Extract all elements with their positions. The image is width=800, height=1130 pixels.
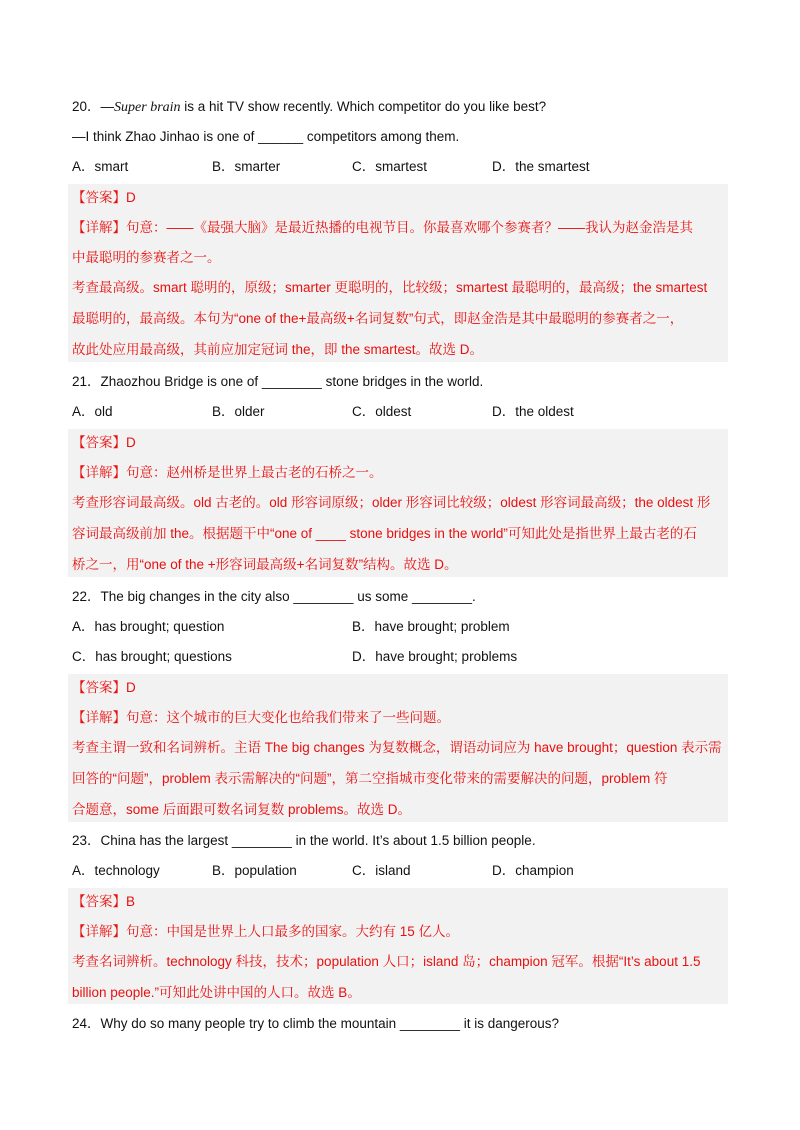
q23-explanation-line-2: 考查名词辨析。technology 科技，技术；population 人口；island 岛；champion 冠军。根据“It’s about 1.5: [72, 954, 701, 969]
q20-answer-block: [68, 184, 728, 362]
q22-explanation-line-2: 考查主谓一致和名词辨析。主语 The big changes 为复数概念，谓语动词应为 have brought；question 表示需: [72, 740, 722, 755]
q23-option-b: B．population: [212, 863, 297, 878]
q23-option-c: C．island: [352, 863, 411, 878]
q22-option-c: C．has brought; questions: [72, 649, 232, 664]
q20-explanation-line-3: 考查最高级。smart 聪明的，原级；smarter 更聪明的，比较级；smartest 最聪明的，最高级；the smartest: [72, 280, 708, 295]
q20-explanation-line-1: 【详解】句意：——《最强大脑》是最近热播的电视节目。你最喜欢哪个参赛者？——我认为赵金浩是其: [72, 220, 693, 235]
q20-stem-rest: is a hit TV show recently. Which competitor do you like best?: [180, 99, 547, 114]
q22-explanation-line-3: 回答的“问题”，problem 表示需解决的“问题”，第二空指城市变化带来的需要解决的问题，problem 符: [72, 771, 668, 786]
q23-explanation-line-3: billion people.”可知此处讲中国的人口。故选 B。: [72, 985, 361, 1000]
q21-option-b: B．older: [212, 404, 265, 419]
question-24-stem: 24．Why do so many people try to climb the mountain ________ it is dangerous?: [72, 1016, 560, 1031]
q21-answer-block: [68, 429, 728, 577]
q21-explanation-line-3: 容词最高级前加 the。根据题干中“one of ____ stone bridges in the world”可知此处是指世界上最古老的石: [72, 526, 697, 541]
question-21-stem: 21．Zhaozhou Bridge is one of ________ stone bridges in the world.: [72, 374, 484, 389]
q21-explanation-line-2: 考查形容词最高级。old 古老的。old 形容词原级；older 形容词比较级；oldest 形容词最高级；the oldest 形: [72, 495, 711, 510]
q20-show-title: Super brain: [114, 100, 181, 115]
question-20-line2: —I think Zhao Jinhao is one of ______ competitors among them.: [72, 129, 460, 144]
q20-option-d: D．the smartest: [492, 159, 590, 174]
q23-option-d: D．champion: [492, 863, 574, 878]
q21-explanation-line-1: 【详解】句意：赵州桥是世界上最古老的石桥之一。: [72, 465, 383, 480]
q20-explanation-line-5: 故此处应用最高级，其前应加定冠词 the，即 the smartest。故选 D。: [72, 342, 484, 357]
q22-answer-block: [68, 674, 728, 822]
q20-option-a: A．smart: [72, 159, 129, 174]
q22-option-a: A．has brought; question: [72, 619, 225, 634]
q22-explanation-line-4: 合题意，some 后面跟可数名词复数 problems。故选 D。: [72, 802, 412, 817]
q20-explanation-line-4: 最聪明的，最高级。本句为“one of the+最高级+名词复数”句式，即赵金浩是其中最聪明的参赛者之一，: [72, 311, 684, 326]
q21-option-c: C．oldest: [352, 404, 412, 419]
q23-option-a: A．technology: [72, 863, 160, 878]
q23-explanation-line-1: 【详解】句意：中国是世界上人口最多的国家。大约有 15 亿人。: [72, 924, 460, 939]
q20-option-c: C．smartest: [352, 159, 428, 174]
q20-option-b: B．smarter: [212, 159, 281, 174]
q23-answer: 【答案】B: [72, 894, 136, 909]
q20-answer: 【答案】D: [72, 190, 136, 205]
q20-number: 20．—: [72, 99, 115, 114]
q21-option-d: D．the oldest: [492, 404, 574, 419]
question-20-stem: [72, 97, 546, 118]
q22-option-d: D．have brought; problems: [352, 649, 518, 664]
q23-answer-block: [68, 888, 728, 1004]
q22-option-b: B．have brought; problem: [352, 619, 510, 634]
q21-answer: 【答案】D: [72, 435, 136, 450]
question-22-stem: 22．The big changes in the city also ________ us some ________.: [72, 589, 476, 604]
q22-explanation-line-1: 【详解】句意：这个城市的巨大变化也给我们带来了一些问题。: [72, 710, 450, 725]
q20-explanation-line-2: 中最聪明的参赛者之一。: [72, 250, 221, 265]
q21-option-a: A．old: [72, 404, 113, 419]
q22-answer: 【答案】D: [72, 680, 136, 695]
question-23-stem: 23．China has the largest ________ in the world. It’s about 1.5 billion people.: [72, 833, 536, 848]
q21-explanation-line-4: 桥之一，用“one of the +形容词最高级+名词复数”结构。故选 D。: [72, 557, 458, 572]
